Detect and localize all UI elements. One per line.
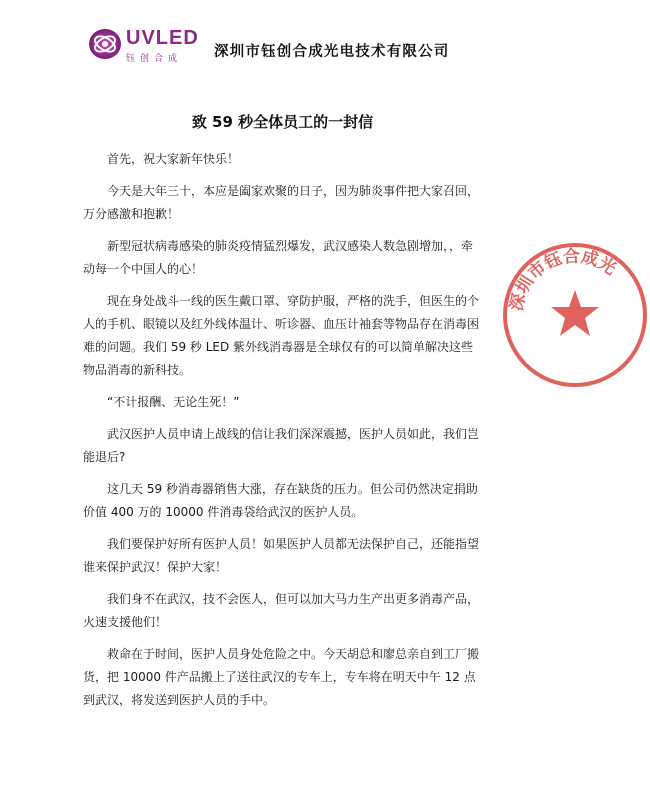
company-seal-stamp bbox=[500, 240, 650, 390]
company-logo-icon bbox=[87, 26, 123, 62]
letterhead bbox=[0, 0, 565, 90]
paragraph: 这几天 59 秒消毒器销售大涨，存在缺货的压力。但公司仍然决定捐助价值 400 万的 10000 件消毒袋给武汉的医护人员。 bbox=[83, 482, 478, 519]
letter-title: 致 59 秒全体员工的一封信 bbox=[191, 113, 374, 131]
paragraph: 我们身不在武汉，技不会医人，但可以加大马力生产出更多消毒产品，火速支援他们！ bbox=[83, 592, 480, 629]
logo-chinese-name: 钰创合成 bbox=[126, 54, 183, 64]
paragraph: 我们要保护好所有医护人员！如果医护人员都无法保护自己，还能指望谁来保护武汉！保护大家！ bbox=[83, 537, 480, 574]
seal-text: 深圳市钰合成光 bbox=[506, 246, 620, 313]
paragraph: 武汉医护人员申请上战线的信让我们深深震撼，医护人员如此，我们岂能退后? bbox=[83, 427, 480, 464]
paragraph-quote: “不计报酬、无论生死！” bbox=[107, 395, 240, 409]
letter-body bbox=[83, 148, 479, 721]
svg-text:深圳市钰合成光 bbox=[507, 246, 620, 313]
paragraph: 今天是大年三十，本应是阖家欢聚的日子，因为肺炎事件把大家召回，万分感激和抱歉！ bbox=[83, 184, 480, 221]
seal-star-icon bbox=[551, 290, 599, 336]
paragraph: 救命在于时间，医护人员身处危险之中。今天胡总和廖总亲自到工厂搬货，把 10000 件产品搬上了送往武汉的专车上，专车将在明天中午 12 点到武汉，将发送到医护人员的手中。 bbox=[83, 647, 480, 707]
company-name: 深圳市钰创合成光电技术有限公司 bbox=[214, 43, 450, 60]
paragraph: 新型冠状病毒感染的肺炎疫情猛烈爆发，武汉感染人数急剧增加，，牵动每一个中国人的心！ bbox=[83, 239, 474, 276]
paragraph: 首先，祝大家新年快乐！ bbox=[107, 152, 240, 166]
paragraph: 现在身处战斗一线的医生戴口罩、穿防护服，严格的洗手，但医生的个人的手机、眼镜以及红外线体温计、听诊器、血压计袖套等物品存在消毒困难的问题。我们 59 秒 LED 紫外线消毒器是全球仅有的可以简单解决这些物品消毒的新科技。 bbox=[83, 294, 480, 377]
logo-wordmark: UVLED bbox=[126, 27, 199, 49]
